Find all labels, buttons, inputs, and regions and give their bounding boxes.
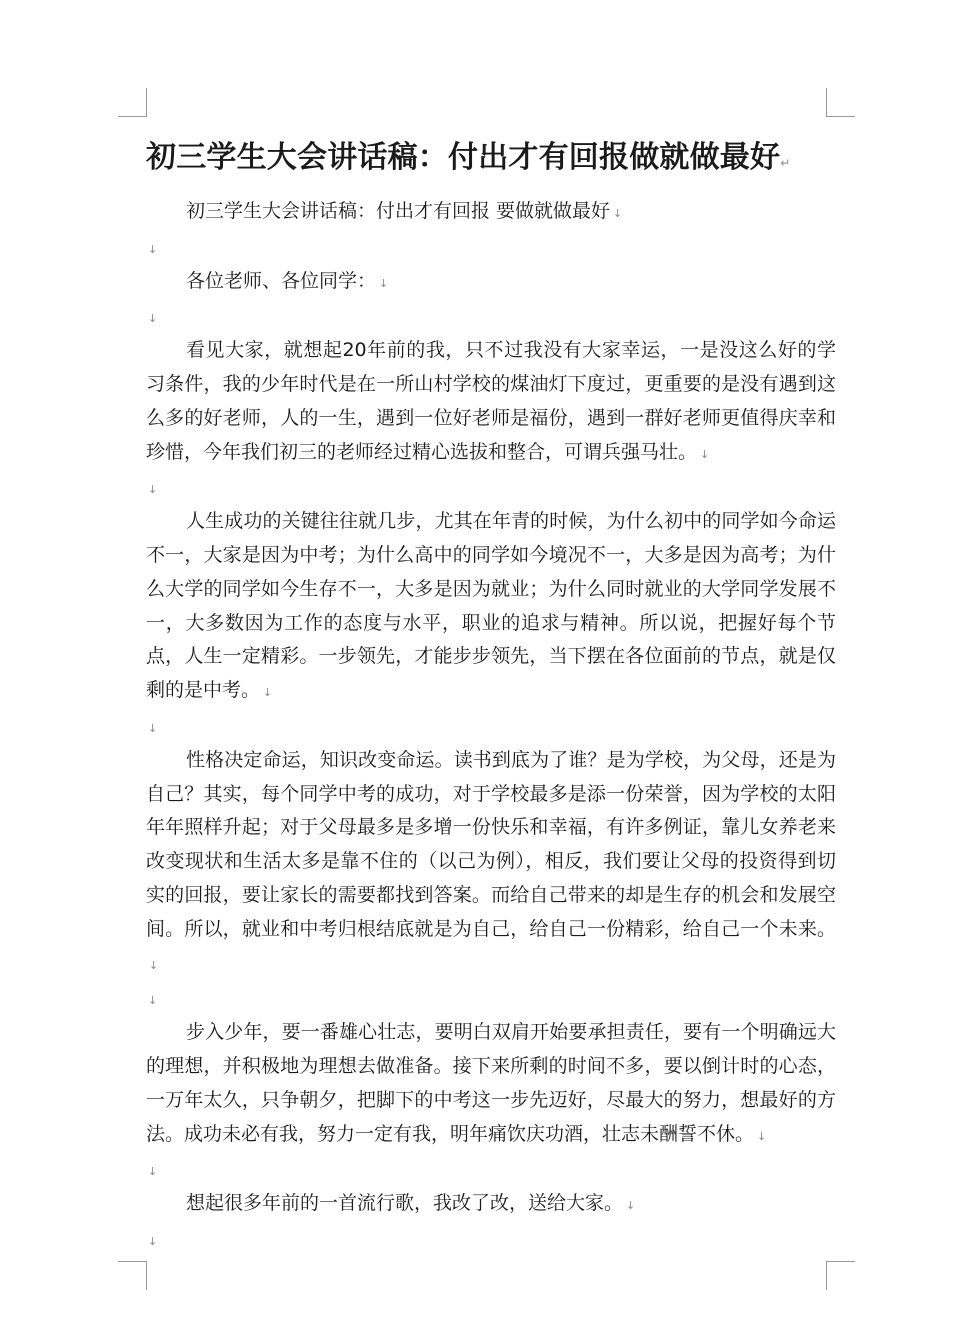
- subtitle-text: 初三学生大会讲话稿：付出才有回报 要做就做最好: [186, 200, 611, 222]
- body-paragraph-1[interactable]: [146, 334, 836, 471]
- paragraph-text: 想起很多年前的一首流行歌，我改了改，送给大家。: [186, 1192, 624, 1215]
- greeting-text: 各位老师、各位同学：: [186, 269, 377, 292]
- document-title-text: 初三学生大会讲话稿：付出才有回报做就做最好: [146, 140, 781, 175]
- empty-paragraph[interactable]: [146, 982, 836, 1016]
- paragraph-mark-icon: ↓: [626, 1199, 636, 1213]
- body-paragraph-5[interactable]: [146, 1187, 836, 1223]
- body-paragraph-2[interactable]: [146, 505, 836, 710]
- paragraph-mark-icon: ↓: [148, 994, 158, 1008]
- paragraph-mark-icon: ↓: [148, 242, 158, 256]
- paragraph-text: 步入少年，要一番雄心壮志，要明白双肩开始要承担责任，要有一个明确远大的理想，并积极地为理想去做准备。接下来所剩的时间不多，要以倒计时的心态，一万年太久，只争朝夕，把脚下的中考这一步先迈好，尽最大的努力，想最好的方法。成功未必有我，努力一定有我，明年痛饮庆功酒，壮志未酬誓不休。: [146, 1021, 836, 1145]
- page-corner-bottom-left: [118, 1261, 147, 1290]
- empty-paragraph[interactable]: [146, 300, 836, 334]
- empty-paragraph[interactable]: [146, 1153, 836, 1187]
- page-corner-top-left: [118, 88, 147, 117]
- paragraph-mark-icon: ↓: [148, 483, 158, 497]
- paragraph-mark-icon: ↓: [379, 276, 389, 290]
- page-corner-bottom-right: [826, 1261, 855, 1290]
- paragraph-mark-icon: ↵: [780, 156, 791, 170]
- document-title[interactable]: [146, 134, 836, 187]
- body-paragraph-4[interactable]: [146, 1016, 836, 1153]
- greeting-paragraph[interactable]: [146, 265, 836, 301]
- empty-paragraph[interactable]: [146, 231, 836, 265]
- empty-paragraph[interactable]: [146, 1223, 836, 1257]
- paragraph-mark-icon: ↓: [149, 958, 159, 972]
- body-paragraph-3[interactable]: [146, 744, 836, 983]
- paragraph-mark-icon: ↓: [148, 1165, 158, 1179]
- page-corner-top-right: [826, 88, 855, 117]
- empty-paragraph[interactable]: [146, 471, 836, 505]
- subtitle-paragraph[interactable]: [146, 195, 836, 231]
- document-page[interactable]: [146, 134, 836, 1257]
- paragraph-mark-icon: ↓: [700, 447, 710, 461]
- paragraph-mark-icon: ↓: [263, 686, 273, 700]
- empty-paragraph[interactable]: [146, 710, 836, 744]
- paragraph-mark-icon: ↓: [613, 207, 623, 220]
- paragraph-mark-icon: ↓: [757, 1129, 767, 1143]
- paragraph-mark-icon: ↓: [148, 721, 158, 735]
- paragraph-mark-icon: ↓: [148, 312, 158, 326]
- paragraph-text: 人生成功的关键往往就几步，尤其在年青的时候，为什么初中的同学如今命运不一，大家是因为中考；为什么高中的同学如今境况不一，大多是因为高考；为什么大学的同学如今生存不一，大多是因为就业；为什么同时就业的大学同学发展不一，大多数因为工作的态度与水平，职业的追求与精神。所以说，把握好每个节点，人生一定精彩。一步领先，才能步步领先，当下摆在各位面前的节点，就是仅剩的是中考。: [146, 510, 836, 702]
- paragraph-text: 看见大家，就想起20年前的我，只不过我没有大家幸运，一是没这么好的学习条件，我的少年时代是在一所山村学校的煤油灯下度过，更重要的是没有遇到这么多的好老师，人的一生，遇到一位好老师是福份，遇到一群好老师更值得庆幸和珍惜，今年我们初三的老师经过精心选拔和整合，可谓兵强马壮。: [146, 339, 836, 463]
- paragraph-text: 性格决定命运，知识改变命运。读书到底为了谁？是为学校，为父母，还是为自己？其实，每个同学中考的成功，对于学校最多是添一份荣誉，因为学校的太阳年年照样升起；对于父母最多是多增一份快乐和幸福，有许多例证，靠儿女养老来改变现状和生活太多是靠不住的（以己为例），相反，我们要让父母的投资得到切实的回报，要让家长的需要都找到答案。而给自己带来的却是生存的机会和发展空间。所以，就业和中考归根结底就是为自己，给自己一份精彩，给自己一个未来。: [146, 748, 836, 940]
- paragraph-mark-icon: ↓: [148, 1234, 158, 1248]
